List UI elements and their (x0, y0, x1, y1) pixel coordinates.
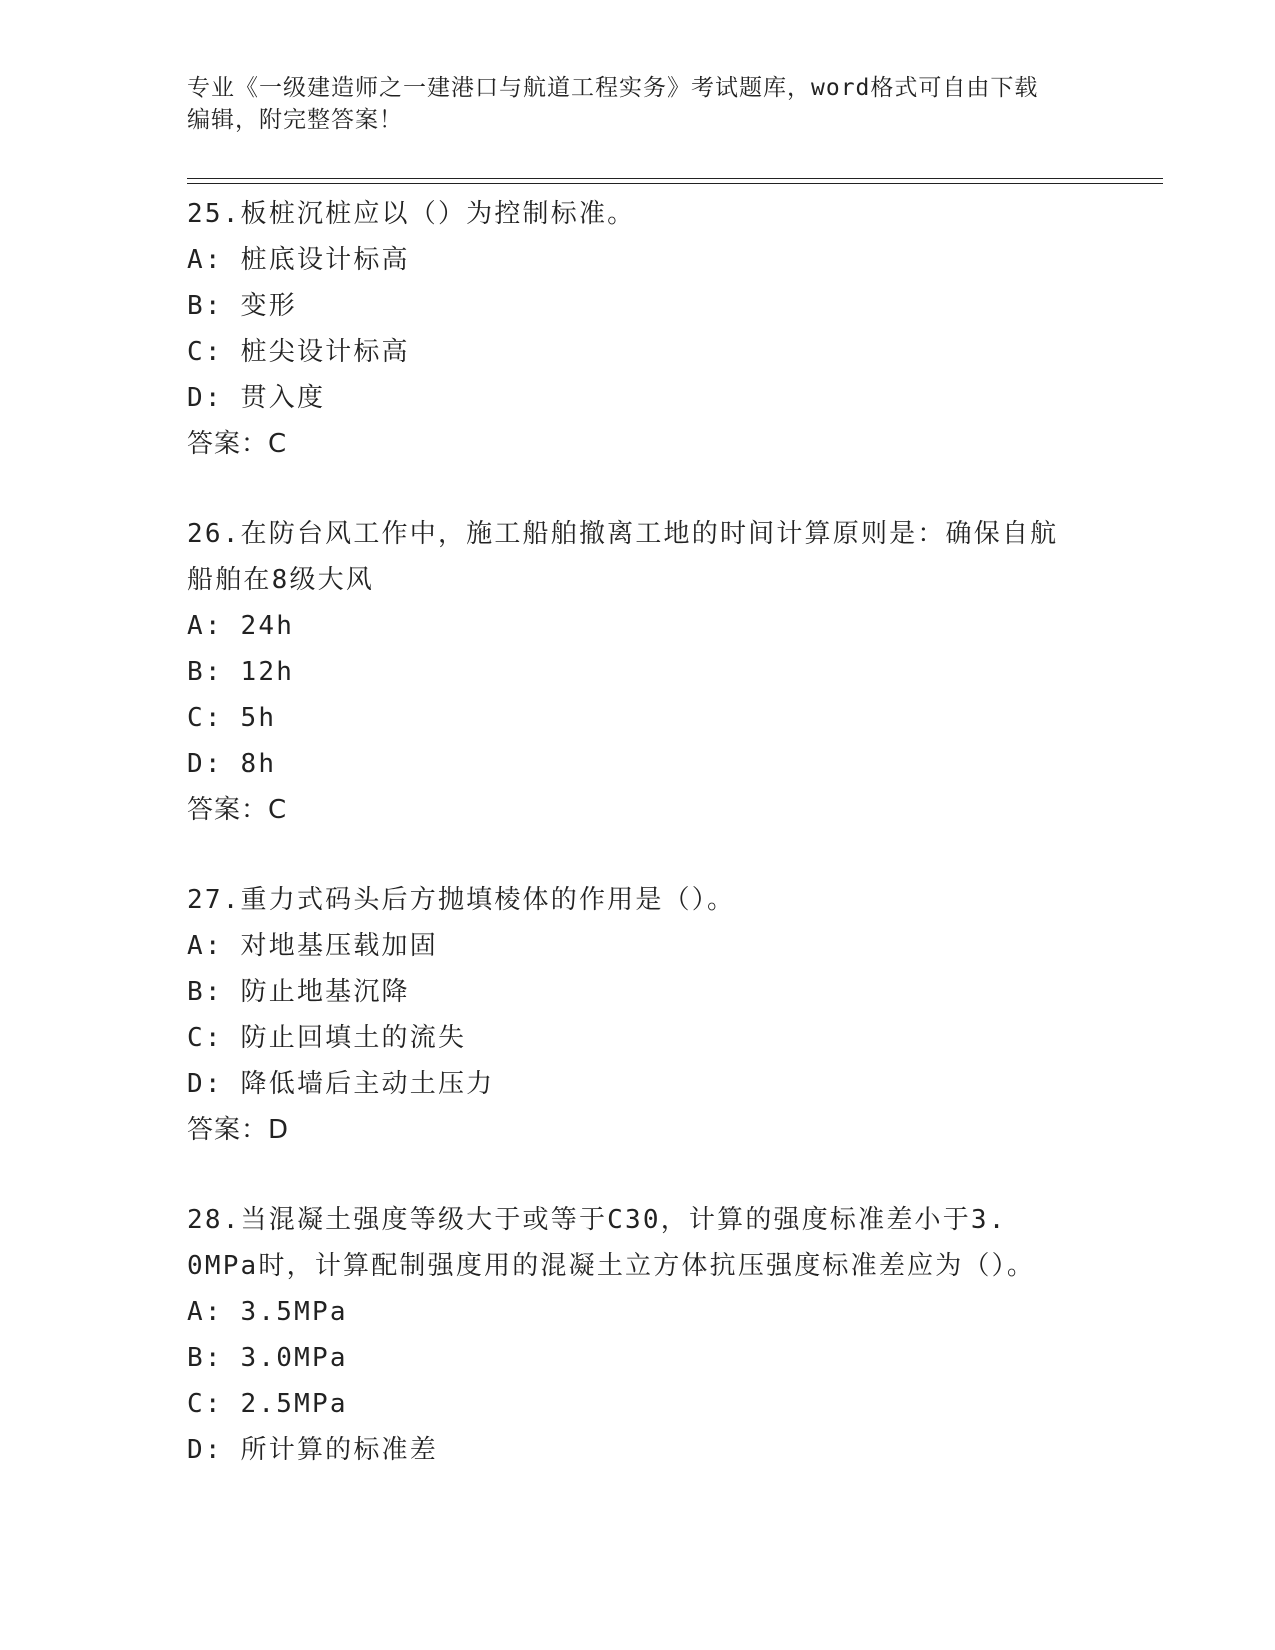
question-text: 28.当混凝土强度等级大于或等于C30，计算的强度标准差小于3. (187, 1205, 1007, 1235)
option-a: A: 对地基压载加固 (187, 931, 438, 961)
question-26 (187, 511, 1087, 833)
answer-label: 答案：C (187, 429, 288, 459)
option-d: D: 降低墙后主动土压力 (187, 1069, 495, 1099)
question-25 (187, 191, 1087, 467)
question-text: 26.在防台风工作中，施工船舶撤离工地的时间计算原则是：确保自航 (187, 519, 1059, 549)
option-d: D: 贯入度 (187, 383, 326, 413)
option-a: A: 3.5MPa (187, 1297, 348, 1327)
question-text-continued: 0MPa时，计算配制强度用的混凝土立方体抗压强度标准差应为（）。 (187, 1251, 1036, 1281)
option-d: D: 所计算的标准差 (187, 1435, 438, 1465)
header-line-2: 编辑，附完整答案！ (187, 107, 403, 133)
question-text: 27.重力式码头后方抛填棱体的作用是（）。 (187, 885, 736, 915)
option-b: B: 防止地基沉降 (187, 977, 410, 1007)
option-b: B: 3.0MPa (187, 1343, 348, 1373)
question-28 (187, 1197, 1087, 1473)
header-divider-bottom (187, 183, 1163, 184)
option-b: B: 变形 (187, 291, 297, 321)
option-c: C: 桩尖设计标高 (187, 337, 410, 367)
question-list (187, 191, 1087, 1517)
question-text: 25.板桩沉桩应以（）为控制标准。 (187, 199, 636, 229)
option-a: A: 桩底设计标高 (187, 245, 410, 275)
question-text-continued: 船舶在8级大风 (187, 565, 375, 595)
option-d: D: 8h (187, 749, 277, 779)
header-divider-top (187, 178, 1163, 179)
document-header (187, 72, 1087, 136)
option-c: C: 2.5MPa (187, 1389, 348, 1419)
option-b: B: 12h (187, 657, 295, 687)
answer-label: 答案：C (187, 795, 288, 825)
header-line-1: 专业《一级建造师之一建港口与航道工程实务》考试题库，word格式可自由下载 (187, 75, 1039, 101)
answer-label: 答案：D (187, 1115, 290, 1145)
option-c: C: 5h (187, 703, 277, 733)
question-27 (187, 877, 1087, 1153)
option-c: C: 防止回填土的流失 (187, 1023, 467, 1053)
option-a: A: 24h (187, 611, 295, 641)
